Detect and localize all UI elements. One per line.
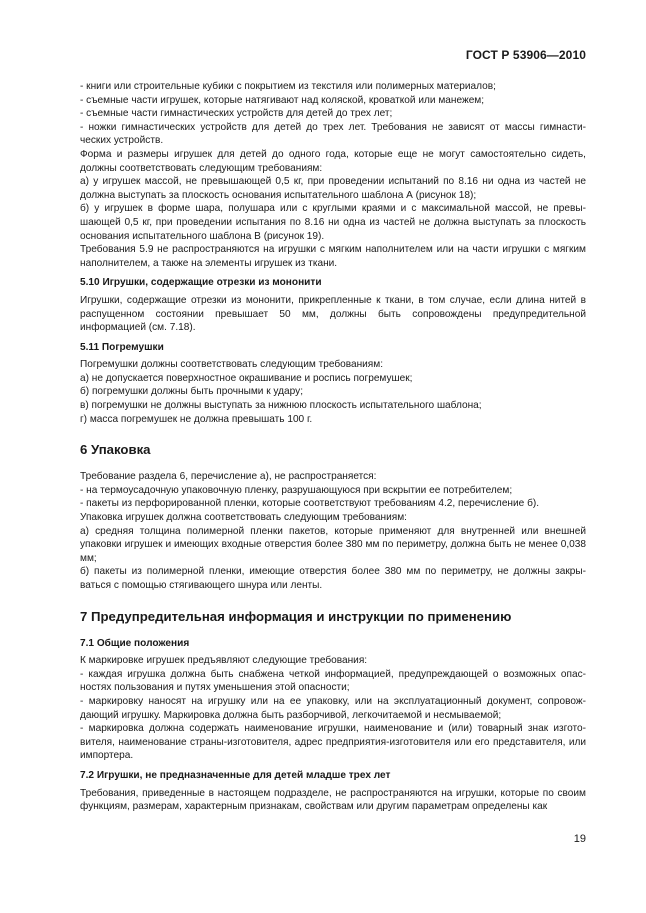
list-item: - маркировка должна содержать наименование игрушки, наименование и (или) товарный знак изгото- вителя, наименование страны-изготовителя, адрес предприятия-изготовителя или его представителя, или импортера. <box>80 723 586 762</box>
list-item: б) пакеты из полимерной пленки, имеющие отверстия более 380 мм по периметру, не должны закры- ваться с помощью стягивающего шнура или ленты. <box>80 566 586 591</box>
list-item: г) масса погремушек не должна превышать 100 г. <box>80 413 313 425</box>
paragraph: К маркировке игрушек предъявляют следующие требования: <box>80 655 368 667</box>
section-heading: 7.2 Игрушки, не предназначенные для детей младше трех лет <box>80 769 391 781</box>
list-item: - съемные части гимнастических устройств для детей до трех лет; <box>80 108 393 120</box>
document-body <box>80 80 586 814</box>
paragraph: Требования, приведенные в настоящем подразделе, не распространяются на игрушки, которые по своим функциям, размерам, характерным признакам, свойствам или другим параметрам определены как <box>80 787 586 813</box>
list-item: - каждая игрушка должна быть снабжена четкой информацией, предупреждающей о возможных опас- ностях пользования и путях уменьшения этой опасности; <box>80 668 586 694</box>
list-item: а) не допускается поверхностное окрашивание и роспись погремушек; <box>80 372 413 384</box>
chapter-heading: 6 Упаковка <box>80 442 151 458</box>
list-item: - ножки гимнастических устройств для детей до трех лет. Требования не зависят от массы гимнасти- ческих устройств. <box>80 121 586 147</box>
list-item: - съемные части игрушек, которые натягивают над коляской, кроваткой или манежем; <box>80 94 485 106</box>
paragraph: Требование раздела 6, перечисление а), не распространяется: <box>80 471 377 483</box>
section-heading: 5.10 Игрушки, содержащие отрезки из мононити <box>80 277 322 289</box>
paragraph: Погремушки должны соответствовать следующим требованиям: <box>80 359 384 371</box>
section-heading: 5.11 Погремушки <box>80 341 164 353</box>
list-item: - книги или строительные кубики с покрытием из текстиля или полимерных материалов; <box>80 81 496 92</box>
document-header: ГОСТ Р 53906—2010 <box>465 48 586 62</box>
paragraph: Игрушки, содержащие отрезки из мононити, прикрепленные к ткани, в том случае, если длина нитей в распущенном состоянии превышает 50 мм, должны быть сопровождены предупредительной информацией (см. 7.18). <box>80 294 586 334</box>
section-heading: 7.1 Общие положения <box>80 637 190 649</box>
paragraph: Форма и размеры игрушек для детей до одного года, которые еще не могут самостоятельно сидеть, должны соответствовать следующим требованиям: <box>80 148 586 174</box>
list-item: - маркировку наносят на игрушку или на ее упаковку, или на эксплуатационный документ, сопровож- дающий игрушку. Маркировка должна быть разборчивой, легкочитаемой и несмываемой; <box>80 695 586 721</box>
paragraph: Упаковка игрушек должна соответствовать следующим требованиям: <box>80 512 407 524</box>
list-item: - на термоусадочную упаковочную пленку, разрушающуюся при вскрытии ее потребителем; <box>80 484 513 496</box>
list-item: а) средняя толщина полимерной пленки пакетов, которые применяют для внутренней или внешней упаковки игрушек и имеющих входные отверстия более 380 мм по периметру, должна быть не менее 0,038 мм; <box>80 525 586 564</box>
list-item: - пакеты из перфорированной пленки, которые соответствуют требованиям 4.2, перечисление б). <box>80 498 540 510</box>
list-item: а) у игрушек массой, не превышающей 0,5 кг, при проведении испытаний по 8.16 ни одна из частей не должна выступать за плоскость основания испытательного шаблона А (рисунок 18); <box>80 176 586 201</box>
chapter-heading: 7 Предупредительная информация и инструкции по применению <box>80 608 512 624</box>
list-item: б) у игрушек в форме шара, полушара или с круглыми краями и с максимальной массой, не превы- шающей 0,5 кг, при проведении испытания по 8.16 ни одна из частей не должна выступать за плоскость основания испытательного шаблона В (рисунок 19). <box>80 203 586 242</box>
list-item: в) погремушки не должны выступать за нижнюю плоскость испытательного шаблона; <box>80 400 482 412</box>
list-item: б) погремушки должны быть прочными к удару; <box>80 386 303 398</box>
paragraph: Требования 5.9 не распространяются на игрушки с мягким наполнителем или на части игрушки с мягким наполнителем, а также на элементы игрушек из ткани. <box>80 244 586 269</box>
page-number: 19 <box>573 833 586 845</box>
